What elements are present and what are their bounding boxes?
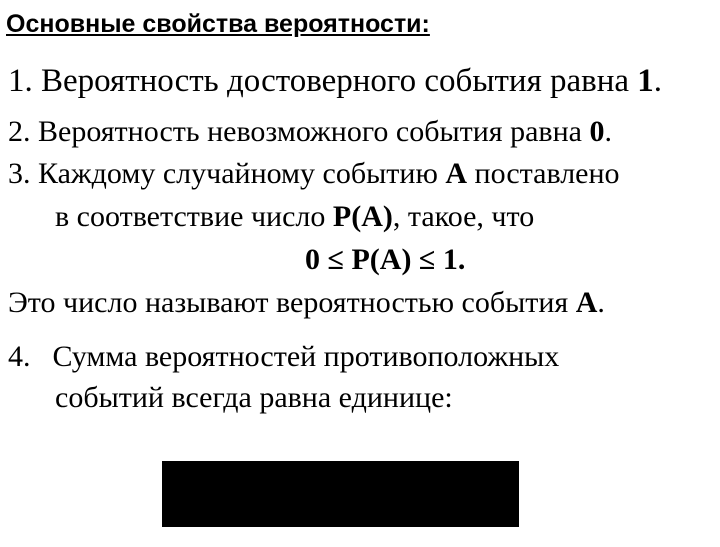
property-4-number: 4.: [8, 340, 31, 373]
property-3-line-2: [55, 200, 534, 234]
property-1-value: 1: [637, 63, 654, 99]
property-1: [8, 64, 662, 98]
definition-note-event: А: [575, 286, 598, 319]
property-3-prob: Р(А): [332, 200, 393, 233]
property-3-line2-a: в соответствие число: [55, 200, 333, 233]
definition-note-text: Это число называют вероятностью события: [8, 286, 576, 319]
property-2-number: 2.: [8, 115, 31, 148]
property-3-text-b: поставлено: [467, 157, 620, 190]
property-2: [8, 115, 612, 149]
property-1-number: 1.: [8, 63, 33, 99]
property-4-line-1: [8, 340, 559, 374]
property-2-text: Вероятность невозможного события равна: [30, 115, 590, 148]
property-1-end: .: [653, 63, 663, 99]
definition-note: [8, 286, 605, 320]
property-2-value: 0: [589, 115, 605, 148]
property-1-text: Вероятность достоверного события равна: [32, 63, 638, 99]
property-3-line2-b: , такое, что: [392, 200, 535, 233]
property-4-text-1: Сумма вероятностей противоположных: [52, 340, 560, 373]
definition-note-end: .: [597, 286, 605, 319]
inequality-formula: 0 ≤ Р(А) ≤ 1.: [305, 243, 466, 276]
property-3-text-a: Каждому случайному событию: [30, 157, 446, 190]
property-3-line-1: [8, 157, 620, 191]
property-3-number: 3.: [8, 157, 31, 190]
slide-title: Основные свойства вероятности:: [6, 10, 430, 38]
property-4-line-2: событий всегда равна единице:: [55, 381, 453, 414]
property-2-end: .: [604, 115, 612, 148]
formula-image-box: [162, 461, 519, 527]
property-3-event: А: [445, 157, 468, 190]
